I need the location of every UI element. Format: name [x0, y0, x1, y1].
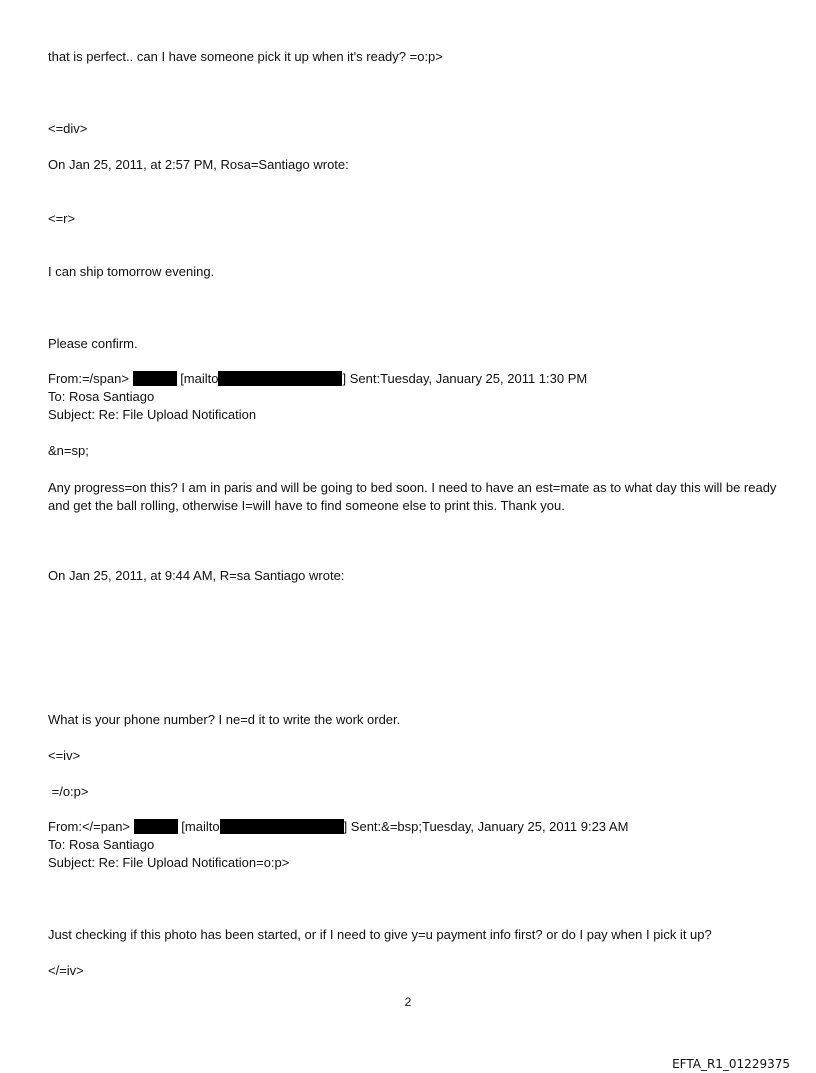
email-line: <=div>	[48, 121, 88, 136]
from-line	[48, 819, 628, 835]
email-paragraph: Any progress=on this? I am in paris and will be going to bed soon. I need to have an est=mate as to what day this will be ready and get the ball rolling, otherwise I=will have to find someone else to print this. Thank you.	[48, 480, 777, 513]
sent-line: ] Sent:Tuesday, January 25, 2011 1:30 PM	[342, 371, 588, 386]
email-line: that is perfect.. can I have someone pick it up when it's ready? =o:p>	[48, 49, 443, 64]
quote-header: On Jan 25, 2011, at 2:57 PM, Rosa=Santiago wrote:	[48, 157, 349, 172]
subject-line: Subject: Re: File Upload Notification=o:p>	[48, 855, 290, 870]
to-line: To: Rosa Santiago	[48, 389, 155, 404]
bates-number: EFTA_R1_01229375	[672, 1057, 790, 1071]
email-line: I can ship tomorrow evening.	[48, 264, 215, 279]
mailto-prefix: [mailto	[180, 371, 219, 386]
quote-header: On Jan 25, 2011, at 9:44 AM, R=sa Santiago wrote:	[48, 568, 345, 583]
redaction-box	[134, 819, 178, 834]
email-line: <=r>	[48, 211, 76, 226]
email-line: </=iv>	[48, 963, 84, 978]
sent-line: ] Sent:&=bsp;Tuesday, January 25, 2011 9:23 AM	[343, 819, 629, 834]
email-line: &n=sp;	[48, 443, 89, 458]
mailto-prefix: [mailto	[181, 819, 220, 834]
redaction-box	[218, 371, 342, 386]
from-line	[48, 371, 587, 387]
redaction-box	[220, 819, 344, 834]
subject-line: Subject: Re: File Upload Notification	[48, 407, 257, 422]
from-prefix: From:</=pan>	[48, 819, 131, 834]
email-line: =/o:p>	[48, 784, 89, 799]
page-number: 2	[404, 995, 412, 1009]
email-line: <=iv>	[48, 748, 81, 763]
email-line: What is your phone number? I ne=d it to write the work order.	[48, 712, 401, 727]
redaction-box	[133, 371, 177, 386]
from-prefix: From:=/span>	[48, 371, 129, 386]
email-line: Just checking if this photo has been started, or if I need to give y=u payment info first? or do I pay when I pick it up?	[48, 927, 712, 942]
to-line: To: Rosa Santiago	[48, 837, 155, 852]
email-line: Please confirm.	[48, 336, 138, 351]
